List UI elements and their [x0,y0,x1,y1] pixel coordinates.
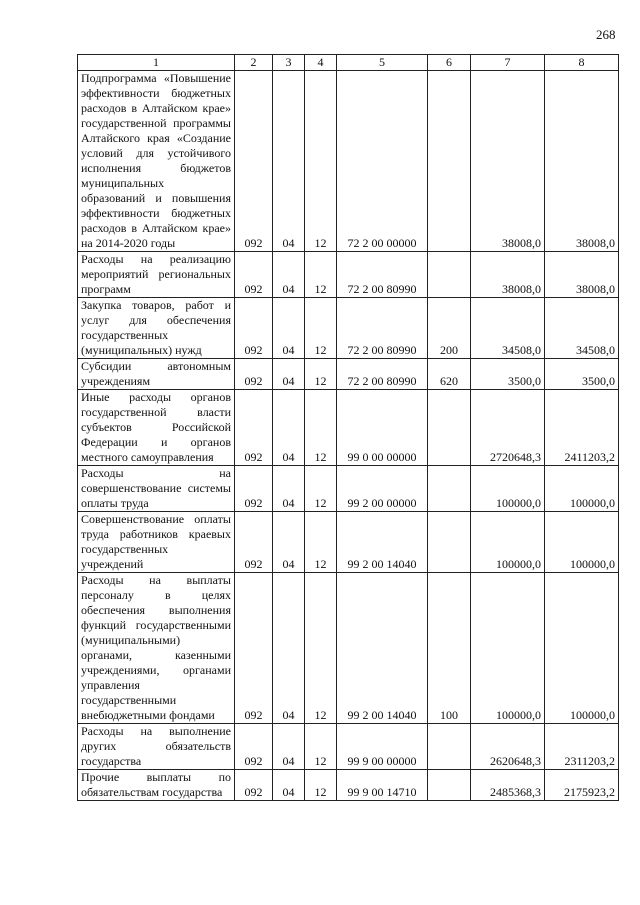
row-name: Иные расходы органов государственной власти субъектов Российской Федерации и органов местного самоуправления [78,390,235,466]
amount-year-1: 100000,0 [471,466,545,512]
table-row [78,466,619,512]
column-header: 1 [78,55,235,71]
subsection-code: 12 [305,573,337,724]
row-name: Расходы на выполнение других обязательств государства [78,724,235,770]
subsection-code: 12 [305,359,337,390]
amount-year-2: 38008,0 [545,252,619,298]
table-row [78,71,619,252]
subsection-code: 12 [305,770,337,801]
section-code: 04 [273,573,305,724]
amount-year-1: 2485368,3 [471,770,545,801]
column-header: 6 [428,55,471,71]
amount-year-1: 100000,0 [471,512,545,573]
section-code: 04 [273,512,305,573]
admin-code: 092 [235,71,273,252]
admin-code: 092 [235,252,273,298]
table-row [78,390,619,466]
table-row [78,512,619,573]
row-name: Субсидии автономным учреждениям [78,359,235,390]
target-article-code: 99 2 00 14040 [337,512,428,573]
section-code: 04 [273,71,305,252]
page-number: 268 [596,27,616,42]
admin-code: 092 [235,770,273,801]
amount-year-2: 34508,0 [545,298,619,359]
amount-year-2: 38008,0 [545,71,619,252]
expense-type-code [428,466,471,512]
amount-year-2: 2311203,2 [545,724,619,770]
section-code: 04 [273,770,305,801]
row-name: Совершенствование оплаты труда работников краевых государственных учреждений [78,512,235,573]
column-header: 5 [337,55,428,71]
target-article-code: 99 9 00 00000 [337,724,428,770]
expense-type-code [428,390,471,466]
section-code: 04 [273,359,305,390]
target-article-code: 72 2 00 80990 [337,359,428,390]
table-row [78,573,619,724]
table-row [78,359,619,390]
section-code: 04 [273,466,305,512]
expense-type-code: 620 [428,359,471,390]
admin-code: 092 [235,724,273,770]
target-article-code: 99 2 00 00000 [337,466,428,512]
amount-year-2: 100000,0 [545,466,619,512]
admin-code: 092 [235,298,273,359]
admin-code: 092 [235,573,273,724]
table-row [78,252,619,298]
amount-year-1: 100000,0 [471,573,545,724]
expense-type-code [428,770,471,801]
admin-code: 092 [235,359,273,390]
expense-type-code: 100 [428,573,471,724]
column-header: 2 [235,55,273,71]
target-article-code: 72 2 00 80990 [337,252,428,298]
table-row [78,770,619,801]
amount-year-2: 2411203,2 [545,390,619,466]
subsection-code: 12 [305,466,337,512]
subsection-code: 12 [305,252,337,298]
section-code: 04 [273,298,305,359]
table-row [78,298,619,359]
expense-type-code [428,252,471,298]
section-code: 04 [273,724,305,770]
section-code: 04 [273,252,305,298]
subsection-code: 12 [305,724,337,770]
column-header: 3 [273,55,305,71]
row-name: Расходы на выплаты персоналу в целях обеспечения выполнения функций государственными (муниципальными) органами, казенными учреждениями, органами управления государственными внебюджетными фондами [78,573,235,724]
subsection-code: 12 [305,390,337,466]
amount-year-2: 100000,0 [545,512,619,573]
admin-code: 092 [235,466,273,512]
admin-code: 092 [235,390,273,466]
subsection-code: 12 [305,512,337,573]
target-article-code: 99 9 00 14710 [337,770,428,801]
subsection-code: 12 [305,71,337,252]
amount-year-2: 100000,0 [545,573,619,724]
admin-code: 092 [235,512,273,573]
column-header: 8 [545,55,619,71]
target-article-code: 72 2 00 80990 [337,298,428,359]
expense-type-code: 200 [428,298,471,359]
table-row [78,724,619,770]
amount-year-1: 38008,0 [471,71,545,252]
row-name: Подпрограмма «Повышение эффективности бюджетных расходов в Алтайском крае» государственной программы Алтайского края «Создание условий для устойчивого исполнения бюджетов муниципальных образований и повышения эффективности бюджетных расходов в Алтайском крае» на 2014-2020 годы [78,71,235,252]
row-name: Закупка товаров, работ и услуг для обеспечения государственных (муниципальных) нужд [78,298,235,359]
amount-year-2: 3500,0 [545,359,619,390]
amount-year-1: 2720648,3 [471,390,545,466]
column-header: 4 [305,55,337,71]
expense-type-code [428,512,471,573]
expense-type-code [428,71,471,252]
target-article-code: 99 0 00 00000 [337,390,428,466]
amount-year-2: 2175923,2 [545,770,619,801]
column-header: 7 [471,55,545,71]
row-name: Прочие выплаты по обязательствам государства [78,770,235,801]
expense-type-code [428,724,471,770]
section-code: 04 [273,390,305,466]
subsection-code: 12 [305,298,337,359]
target-article-code: 99 2 00 14040 [337,573,428,724]
amount-year-1: 3500,0 [471,359,545,390]
amount-year-1: 38008,0 [471,252,545,298]
row-name: Расходы на реализацию мероприятий региональных программ [78,252,235,298]
budget-table [77,54,619,801]
row-name: Расходы на совершенствование системы оплаты труда [78,466,235,512]
target-article-code: 72 2 00 00000 [337,71,428,252]
header-row [78,55,619,71]
amount-year-1: 2620648,3 [471,724,545,770]
amount-year-1: 34508,0 [471,298,545,359]
